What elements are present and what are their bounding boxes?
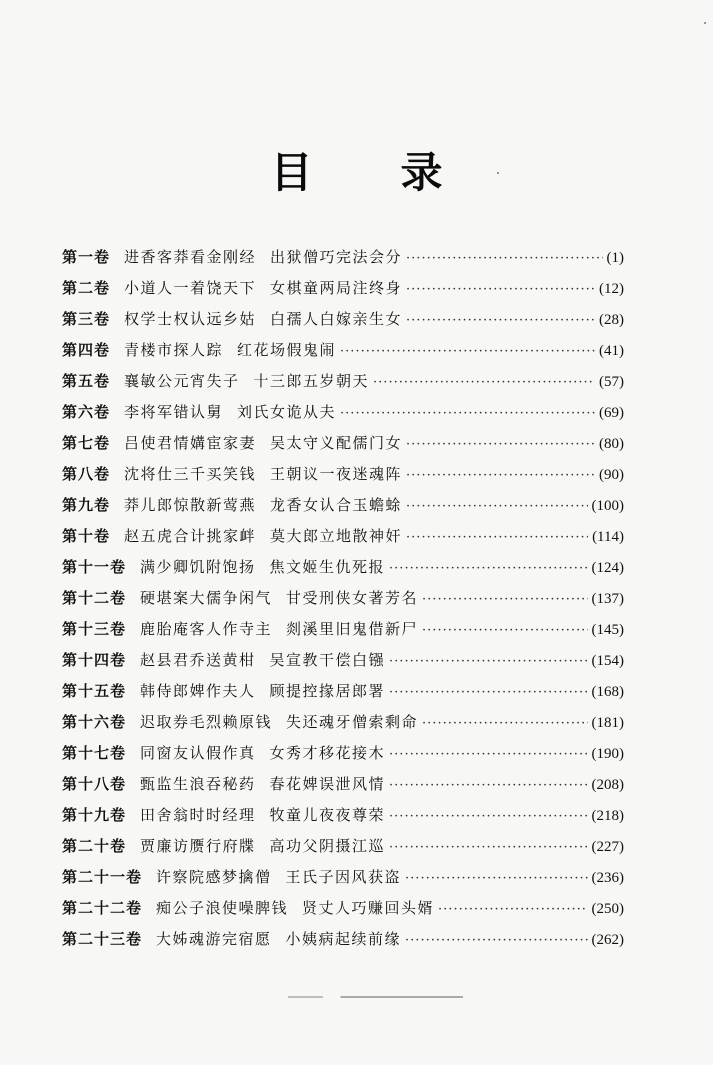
- dot-leader: [422, 615, 587, 646]
- toc-entry[interactable]: [62, 645, 624, 676]
- chapter-title-first: 李将军错认舅: [124, 403, 224, 421]
- chapter-title-second: 龙香女认合玉蟾蜍: [270, 496, 403, 514]
- chapter-title-second: 十三郎五岁朝天: [253, 372, 370, 390]
- chapter-title-first: 沈将仕三千买笑钱: [124, 465, 257, 483]
- chapter-title-first: 进香客莽看金刚经: [124, 248, 257, 266]
- dot-leader: [406, 491, 587, 522]
- volume-label: 第八卷: [62, 465, 111, 483]
- page-number: (28): [599, 312, 624, 328]
- chapter-title-second: 高功父阴摄江巡: [269, 837, 386, 855]
- volume-label: 第十九卷: [62, 806, 127, 824]
- toc-entry[interactable]: [62, 366, 624, 397]
- chapter-title-second: 剡溪里旧鬼借新尸: [286, 620, 419, 638]
- chapter-title-second: 王氏子因风获盗: [285, 868, 402, 886]
- chapter-title-second: 女棋童两局注终身: [270, 279, 403, 297]
- page-title: [0, 140, 713, 200]
- dot-leader: [406, 243, 602, 274]
- chapter-title-second: 女秀才移花接木: [269, 744, 386, 762]
- volume-label: 第二十二卷: [62, 899, 143, 917]
- dot-leader: [422, 584, 587, 615]
- page-number: (145): [591, 622, 624, 638]
- volume-label: 第二十一卷: [62, 868, 143, 886]
- chapter-title-first: 吕使君情媾宦家妻: [124, 434, 257, 452]
- volume-label: 第六卷: [62, 403, 111, 421]
- footer-rule: [288, 996, 463, 998]
- chapter-title-first: 贾廉访赝行府牒: [140, 837, 256, 855]
- chapter-title-second: 王朝议一夜迷魂阵: [270, 465, 403, 483]
- scan-speck: [704, 22, 706, 24]
- toc-entry[interactable]: [62, 614, 624, 645]
- table-of-contents: [62, 242, 624, 955]
- toc-entry[interactable]: [62, 862, 624, 893]
- toc-entry[interactable]: [62, 769, 624, 800]
- dot-leader: [389, 739, 587, 770]
- chapter-title-second: 失还魂牙僧索剩命: [286, 713, 419, 731]
- dot-leader: [389, 801, 587, 832]
- chapter-title-first: 赵县君乔送黄柑: [140, 651, 256, 669]
- page-number: (124): [591, 560, 624, 576]
- page-number: (250): [591, 901, 624, 917]
- chapter-title-second: 吴宣教干偿白镪: [269, 651, 386, 669]
- dot-leader: [405, 925, 587, 956]
- volume-label: 第十二卷: [62, 589, 127, 607]
- toc-entry[interactable]: [62, 304, 624, 335]
- page-number: (80): [599, 436, 624, 452]
- chapter-title-first: 痴公子浪使噪脾钱: [156, 899, 289, 917]
- scan-speck: [497, 172, 499, 174]
- page-number: (227): [591, 839, 624, 855]
- page-number: (100): [591, 498, 624, 514]
- dot-leader: [406, 522, 588, 553]
- volume-label: 第十六卷: [62, 713, 127, 731]
- chapter-title-second: 吴太守义配儒门女: [270, 434, 403, 452]
- volume-label: 第七卷: [62, 434, 111, 452]
- page-number: (69): [599, 405, 624, 421]
- page-number: (137): [591, 591, 624, 607]
- volume-label: 第十三卷: [62, 620, 127, 638]
- chapter-title-first: 硬堪案大儒争闲气: [140, 589, 273, 607]
- chapter-title-second: 焦文姬生仇死报: [269, 558, 386, 576]
- chapter-title-second: 莫大郎立地散神奸: [270, 527, 403, 545]
- volume-label: 第十一卷: [62, 558, 127, 576]
- toc-entry[interactable]: [62, 397, 624, 428]
- toc-entry[interactable]: [62, 800, 624, 831]
- toc-entry[interactable]: [62, 738, 624, 769]
- page-number: (208): [591, 777, 624, 793]
- dot-leader: [373, 367, 595, 398]
- chapter-title-second: 红花场假鬼闹: [237, 341, 337, 359]
- dot-leader: [406, 460, 595, 491]
- dot-leader: [406, 429, 595, 460]
- page-number: (154): [591, 653, 624, 669]
- toc-entry[interactable]: [62, 552, 624, 583]
- toc-entry[interactable]: [62, 459, 624, 490]
- dot-leader: [340, 398, 595, 429]
- volume-label: 第二十三卷: [62, 930, 143, 948]
- volume-label: 第二十卷: [62, 837, 127, 855]
- volume-label: 第十八卷: [62, 775, 127, 793]
- volume-label: 第十五卷: [62, 682, 127, 700]
- chapter-title-first: 莽儿郎惊散新莺燕: [124, 496, 257, 514]
- volume-label: 第二卷: [62, 279, 111, 297]
- chapter-title-second: 白孺人白嫁亲生女: [270, 310, 403, 328]
- toc-entry[interactable]: [62, 273, 624, 304]
- chapter-title-first: 甄监生浪吞秘药: [140, 775, 256, 793]
- chapter-title-second: 刘氏女诡从夫: [237, 403, 337, 421]
- chapter-title-first: 韩侍郎婢作夫人: [140, 682, 256, 700]
- page-number: (57): [599, 374, 624, 390]
- chapter-title-first: 大姊魂游完宿愿: [156, 930, 272, 948]
- page-number: (114): [592, 529, 624, 545]
- chapter-title-second: 出狱僧巧完法会分: [270, 248, 403, 266]
- volume-label: 第十七卷: [62, 744, 127, 762]
- page-number: (1): [606, 250, 624, 266]
- toc-entry[interactable]: [62, 893, 624, 924]
- page-number: (90): [599, 467, 624, 483]
- chapter-title-first: 许察院感梦擒僧: [156, 868, 272, 886]
- toc-entry[interactable]: [62, 831, 624, 862]
- page-number: (218): [591, 808, 624, 824]
- title-char-2: 录: [400, 148, 443, 197]
- dot-leader: [406, 274, 595, 305]
- page-number: (168): [591, 684, 624, 700]
- volume-label: 第十卷: [62, 527, 111, 545]
- chapter-title-second: 甘受刑侠女著芳名: [286, 589, 419, 607]
- dot-leader: [389, 553, 587, 584]
- chapter-title-first: 襄敏公元宵失子: [124, 372, 240, 390]
- chapter-title-first: 权学士权认远乡姑: [124, 310, 257, 328]
- chapter-title-second: 牧童儿夜夜尊荣: [269, 806, 386, 824]
- chapter-title-second: 贤丈人巧赚回头婿: [302, 899, 435, 917]
- page-number: (12): [599, 281, 624, 297]
- chapter-title-second: 小姨病起续前缘: [285, 930, 402, 948]
- page-number: (190): [591, 746, 624, 762]
- volume-label: 第三卷: [62, 310, 111, 328]
- dot-leader: [389, 832, 587, 863]
- page-number: (262): [591, 932, 624, 948]
- dot-leader: [389, 646, 587, 677]
- dot-leader: [422, 708, 587, 739]
- volume-label: 第四卷: [62, 341, 111, 359]
- chapter-title-first: 小道人一着饶天下: [124, 279, 257, 297]
- chapter-title-first: 同窗友认假作真: [140, 744, 256, 762]
- volume-label: 第一卷: [62, 248, 111, 266]
- toc-entry[interactable]: [62, 583, 624, 614]
- chapter-title-first: 鹿胎庵客人作寺主: [140, 620, 273, 638]
- dot-leader: [438, 894, 587, 925]
- toc-entry[interactable]: [62, 242, 624, 273]
- chapter-title-second: 春花婢误泄风情: [269, 775, 386, 793]
- chapter-title-first: 满少卿饥附饱扬: [140, 558, 256, 576]
- dot-leader: [340, 336, 595, 367]
- toc-entry[interactable]: [62, 335, 624, 366]
- chapter-title-second: 顾提控掾居郎署: [269, 682, 386, 700]
- page-number: (236): [591, 870, 624, 886]
- volume-label: 第五卷: [62, 372, 111, 390]
- toc-entry[interactable]: [62, 676, 624, 707]
- chapter-title-first: 赵五虎合计挑家衅: [124, 527, 257, 545]
- page-number: (41): [599, 343, 624, 359]
- toc-entry[interactable]: [62, 707, 624, 738]
- dot-leader: [389, 770, 587, 801]
- dot-leader: [406, 305, 595, 336]
- volume-label: 第十四卷: [62, 651, 127, 669]
- dot-leader: [389, 677, 587, 708]
- dot-leader: [405, 863, 587, 894]
- chapter-title-first: 迟取券毛烈赖原钱: [140, 713, 273, 731]
- toc-entry[interactable]: [62, 428, 624, 459]
- page-number: (181): [591, 715, 624, 731]
- toc-entry[interactable]: [62, 924, 624, 955]
- toc-entry[interactable]: [62, 521, 624, 552]
- volume-label: 第九卷: [62, 496, 111, 514]
- title-char-1: 目: [270, 148, 313, 197]
- chapter-title-first: 青楼市探人踪: [124, 341, 224, 359]
- toc-entry[interactable]: [62, 490, 624, 521]
- chapter-title-first: 田舍翁时时经理: [140, 806, 256, 824]
